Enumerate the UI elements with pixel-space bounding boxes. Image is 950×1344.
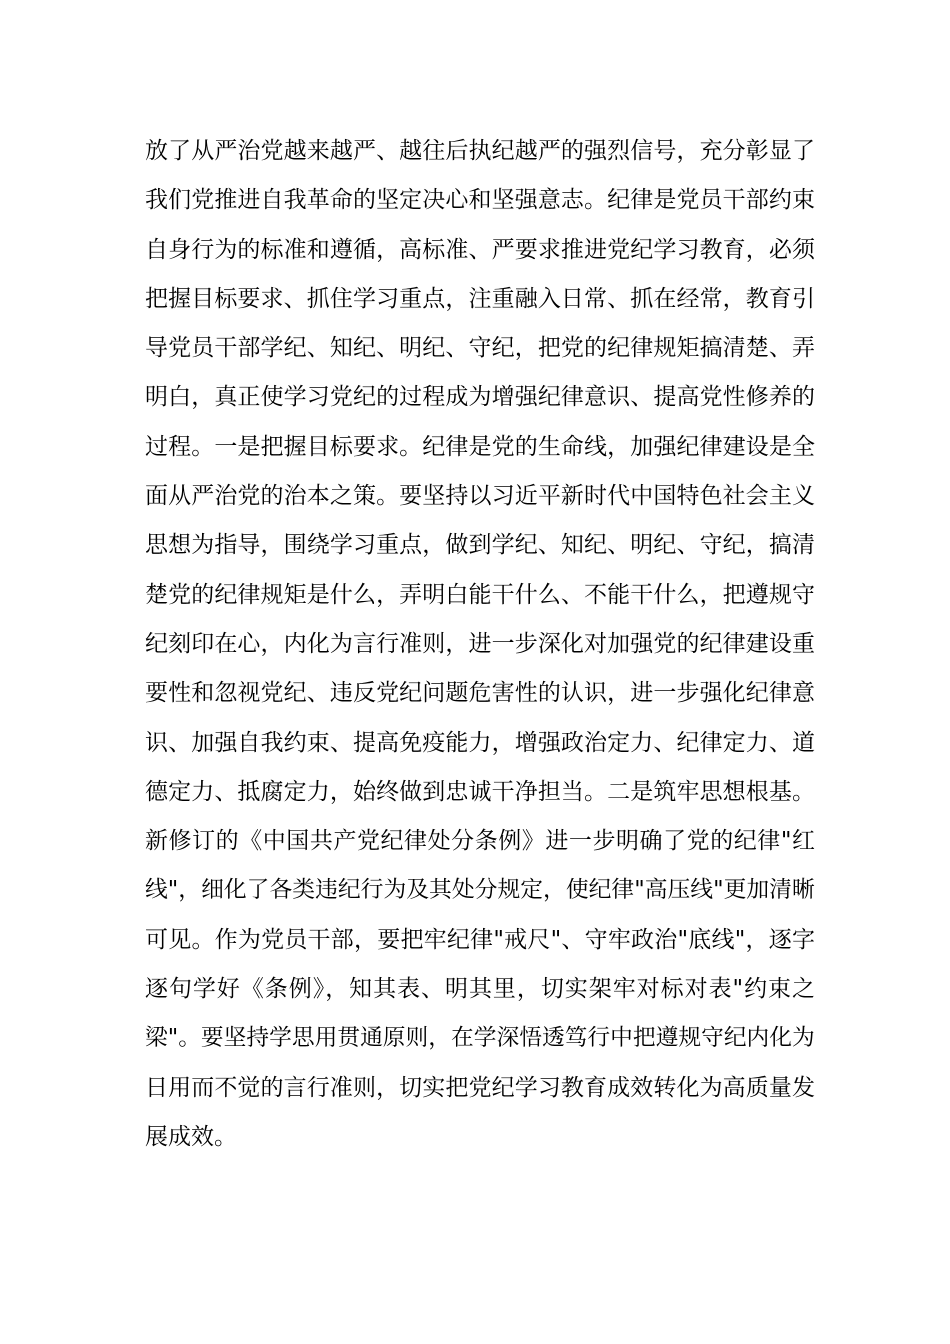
text-line: 日用而不觉的言行准则，切实把党纪学习教育成效转化为高质量发 xyxy=(145,1074,816,1101)
text-line: 识、加强自我约束、提高免疫能力，增强政治定力、纪律定力、道 xyxy=(145,729,816,756)
text-line: 线"，细化了各类违纪行为及其处分规定，使纪律"高压线"更加清晰 xyxy=(145,877,815,904)
text-line: 楚党的纪律规矩是什么，弄明白能干什么、不能干什么，把遵规守 xyxy=(145,581,816,608)
text-line: 面从严治党的治本之策。要坚持以习近平新时代中国特色社会主义 xyxy=(145,483,816,510)
text-line: 纪刻印在心，内化为言行准则，进一步深化对加强党的纪律建设重 xyxy=(145,630,816,657)
text-line: 导党员干部学纪、知纪、明纪、守纪，把党的纪律规矩搞清楚、弄 xyxy=(145,335,816,362)
text-line: 德定力、抵腐定力，始终做到忠诚干净担当。二是筑牢思想根基。 xyxy=(145,778,816,805)
text-line: 思想为指导，围绕学习重点，做到学纪、知纪、明纪、守纪，搞清 xyxy=(145,532,816,559)
text-line: 要性和忽视党纪、违反党纪问题危害性的认识，进一步强化纪律意 xyxy=(145,680,816,707)
text-line: 把握目标要求、抓住学习重点，注重融入日常、抓在经常，教育引 xyxy=(145,285,816,312)
text-line: 我们党推进自我革命的坚定决心和坚强意志。纪律是党员干部约束 xyxy=(145,187,816,214)
text-line: 自身行为的标准和遵循，高标准、严要求推进党纪学习教育，必须 xyxy=(145,236,816,263)
text-line: 新修订的《中国共产党纪律处分条例》进一步明确了党的纪律"红 xyxy=(145,828,816,855)
text-line: 梁"。要坚持学思用贯通原则，在学深悟透笃行中把遵规守纪内化为 xyxy=(145,1025,815,1052)
text-line: 可见。作为党员干部，要把牢纪律"戒尺"、守牢政治"底线"，逐字 xyxy=(145,926,816,953)
text-line: 放了从严治党越来越严、越往后执纪越严的强烈信号，充分彰显了 xyxy=(145,138,816,164)
text-line: 逐句学好《条例》，知其表、明其里，切实架牢对标对表"约束之 xyxy=(145,976,816,1003)
text-line: 明白，真正使学习党纪的过程成为增强纪律意识、提高党性修养的 xyxy=(145,384,816,411)
body-paragraph xyxy=(145,127,815,1162)
text-line: 过程。一是把握目标要求。纪律是党的生命线，加强纪律建设是全 xyxy=(145,433,816,460)
text-line: 展成效。 xyxy=(145,1123,237,1150)
